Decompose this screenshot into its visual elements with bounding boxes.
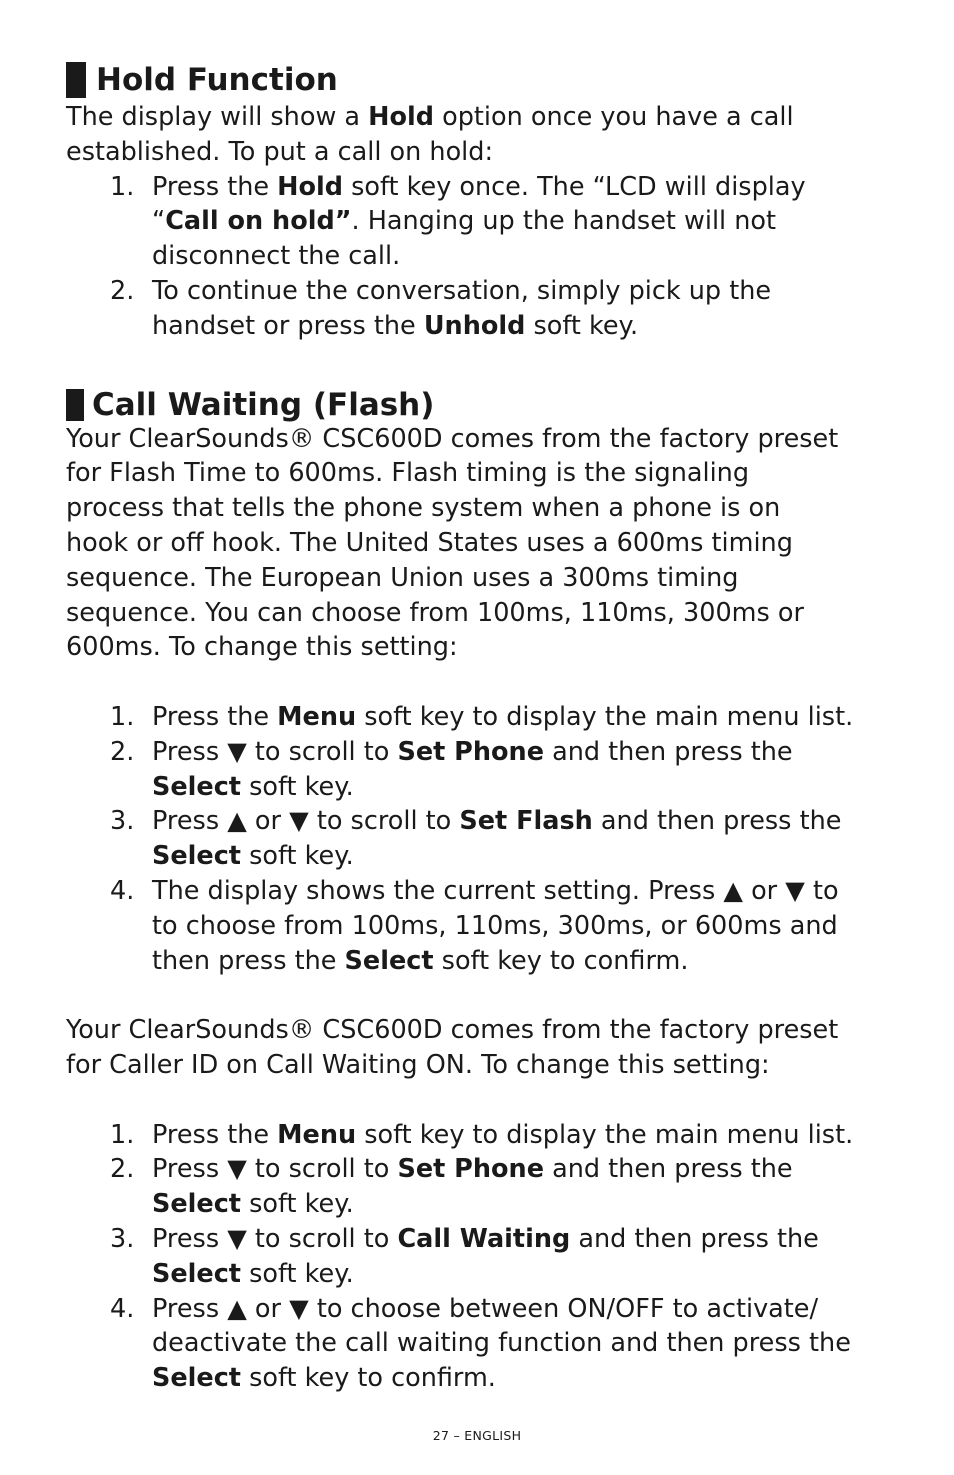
hold-intro: The display will show a Hold option once you have a call established. To put a call on hold: xyxy=(66,102,794,167)
list-item: 2. Press ▼ to scroll to Set Phone and then press the Select soft key. xyxy=(110,1154,793,1220)
list-item: 2. To continue the conversation, simply pick up the handset or press the Unhold soft key. xyxy=(110,275,772,341)
flash-steps xyxy=(66,700,896,978)
list-item: 2. Press ▼ to scroll to Set Phone and then press the Select soft key. xyxy=(110,736,793,802)
hold-function-heading xyxy=(66,60,896,100)
list-item: 1. Press the Menu soft key to display the main menu list. xyxy=(110,701,854,732)
heading-bar-icon xyxy=(66,62,86,98)
list-item: 4. Press ▲ or ▼ to choose between ON/OFF to activate/ deactivate the call waiting function and then press the Select soft key to confirm. xyxy=(110,1293,851,1394)
hold-function-title: Hold Function xyxy=(96,62,338,98)
callerid-intro: Your ClearSounds® CSC600D comes from the factory preset for Caller ID on Call Waiting ON. To change this setting: xyxy=(66,1015,839,1080)
callerid-steps xyxy=(66,1118,896,1396)
call-waiting-heading xyxy=(66,385,896,425)
list-item: 3. Press ▲ or ▼ to scroll to Set Flash and then press the Select soft key. xyxy=(110,806,842,872)
list-item: 1. Press the Hold soft key once. The “LCD will display “Call on hold”. Hanging up the handset will not disconnect the call. xyxy=(110,171,806,272)
list-item: 1. Press the Menu soft key to display the main menu list. xyxy=(110,1119,854,1150)
hold-steps xyxy=(66,170,896,344)
list-item: 4. The display shows the current setting. Press ▲ or ▼ to to choose from 100ms, 110ms, 300ms, or 600ms and then press the Select soft key to confirm. xyxy=(110,875,839,976)
call-waiting-title: Call Waiting (Flash) xyxy=(92,386,435,423)
heading-bar-icon xyxy=(66,389,84,421)
page-content xyxy=(66,60,896,1396)
list-item: 3. Press ▼ to scroll to Call Waiting and then press the Select soft key. xyxy=(110,1223,819,1289)
page-footer: 27 – ENGLISH xyxy=(432,1428,522,1443)
flash-intro: Your ClearSounds® CSC600D comes from the factory preset for Flash Time to 600ms. Flash timing is the signaling process that tells the phone system when a phone is on hook or off hook. The United States uses a 600ms timing sequence. The European Union uses a 300ms timing sequence. You can choose from 100ms, 110ms, 300ms or 600ms. To change this setting: xyxy=(66,423,839,663)
